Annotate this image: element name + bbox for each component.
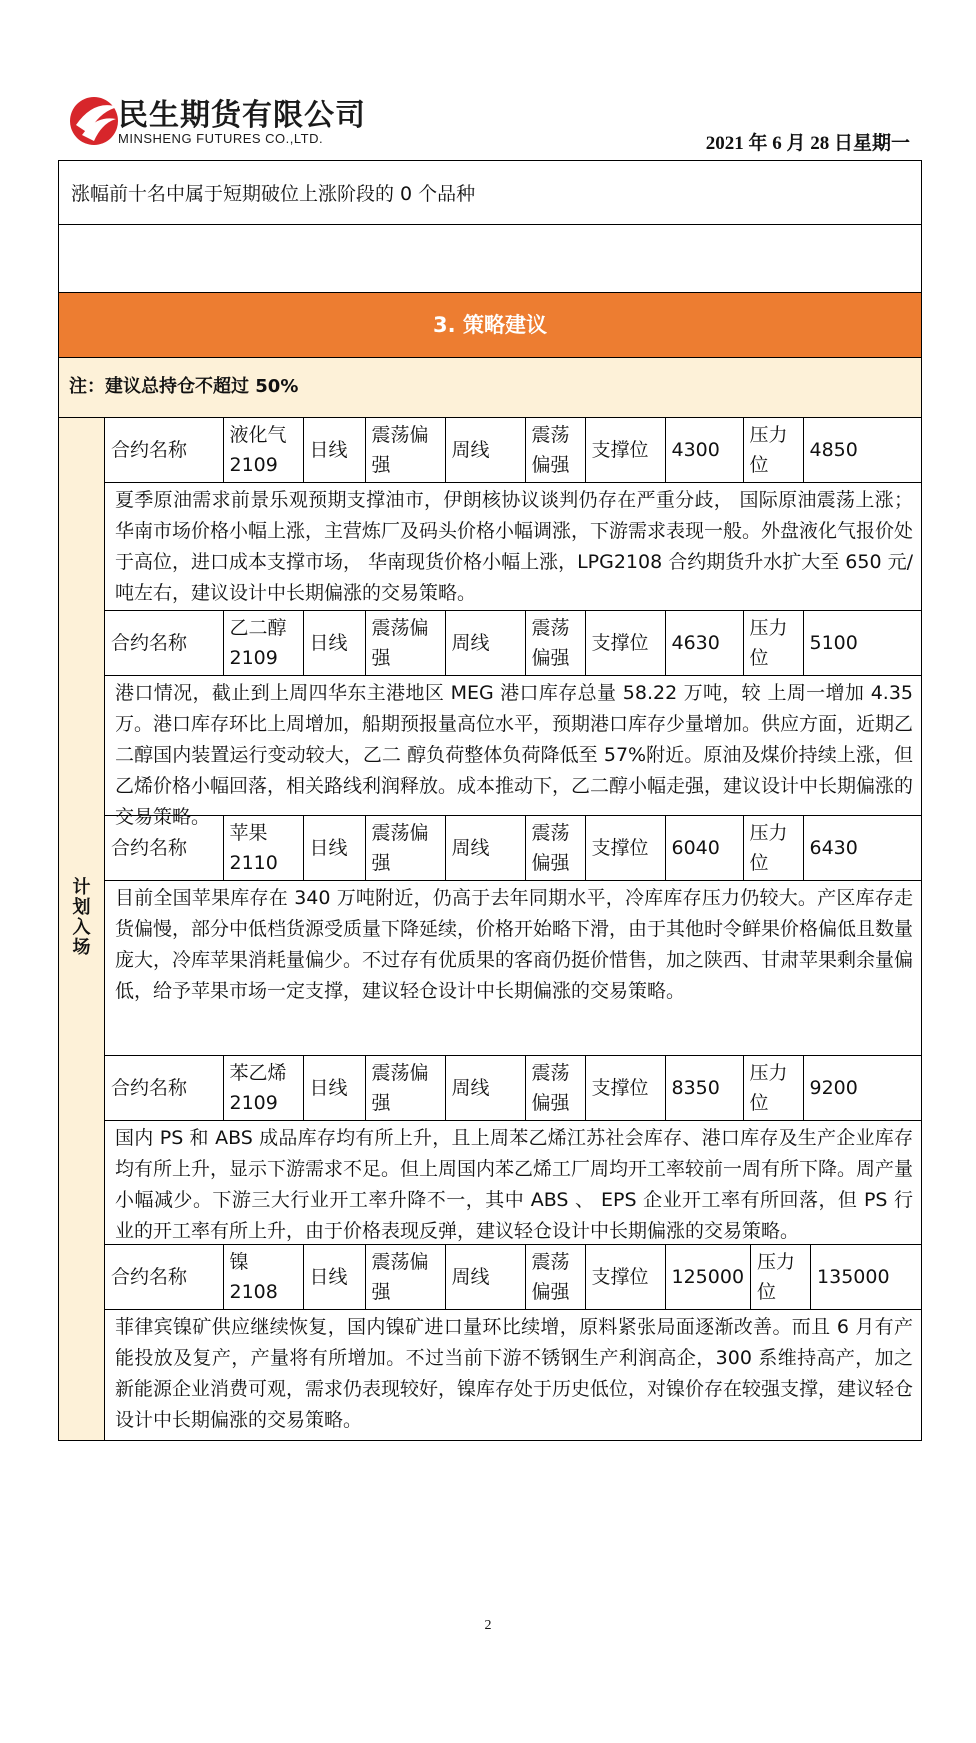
plan-side-label	[59, 418, 105, 1440]
daily-trend: 震荡偏强	[365, 816, 445, 881]
contract-name: 苹果 2110	[223, 816, 303, 881]
contract-params-row	[105, 611, 921, 676]
resistance-label: 压力位	[743, 418, 803, 483]
weekly-label: 周线	[445, 1245, 525, 1310]
weekly-label: 周线	[445, 611, 525, 676]
weekly-trend: 震荡偏强	[525, 1056, 585, 1121]
contract-params-row	[105, 418, 921, 483]
resistance-label: 压力位	[743, 816, 803, 881]
contract-label: 合约名称	[105, 816, 223, 881]
resistance-value: 5100	[803, 611, 921, 676]
contract-name: 苯乙烯 2109	[223, 1056, 303, 1121]
weekly-trend: 震荡偏强	[525, 418, 585, 483]
resistance-label: 压力位	[751, 1245, 811, 1310]
report-table	[58, 160, 922, 1441]
contract-analysis: 港口情况，截止到上周四华东主港地区 MEG 港口库存总量 58.22 万吨，较 上周一增加 4.35 万。港口库存环比上周增加，船期预报量高位水平，预期港口库存少量增加。供应方面，近期乙二醇国内装置运行变动较大，乙二 醇负荷整体负荷降低至 57%附近。原油及煤价持续上涨，但乙烯价格小幅回落，相关路线利润释放。成本推动下，乙二醇小幅走强，建议设计中长期偏涨的交易策略。	[105, 676, 921, 816]
contract-analysis: 目前全国苹果库存在 340 万吨附近，仍高于去年同期水平，冷库库存压力仍较大。产区库存走货偏慢，部分中低档货源受质量下降延续，价格开始略下滑，由于其他时令鲜果价格偏低且数量庞大，冷库苹果消耗量偏少。不过存有优质果的客商仍挺价惜售，加之陕西、甘肃苹果剩余量偏低，给予苹果市场一定支撑，建议轻仓设计中长期偏涨的交易策略。	[105, 881, 921, 1056]
daily-trend: 震荡偏强	[365, 418, 445, 483]
daily-trend: 震荡偏强	[365, 611, 445, 676]
support-label: 支撑位	[585, 816, 665, 881]
side-label-text: 计 划 入 场	[72, 877, 91, 958]
contract-label: 合约名称	[105, 418, 223, 483]
page-number: 2	[484, 1618, 492, 1633]
contract-analysis: 国内 PS 和 ABS 成品库存均有所上升，且上周苯乙烯江苏社会库存、港口库存及生产企业库存均有所上升，显示下游需求不足。但上周国内苯乙烯工厂周均开工率较前一周有所下降。周产量小幅减少。下游三大行业开工率升降不一，其中 ABS 、 EPS 企业开工率有所回落，但 PS 行业的开工率有所上升，由于价格表现反弹，建议轻仓设计中长期偏涨的交易策略。	[105, 1121, 921, 1245]
weekly-trend: 震荡偏强	[525, 611, 585, 676]
contract-label: 合约名称	[105, 1056, 223, 1121]
daily-trend: 震荡偏强	[365, 1245, 445, 1310]
weekly-label: 周线	[445, 816, 525, 881]
daily-trend: 震荡偏强	[365, 1056, 445, 1121]
contract-label: 合约名称	[105, 1245, 223, 1310]
plan-items	[105, 418, 921, 1440]
support-value: 6040	[665, 816, 743, 881]
report-date: 2021 年 6 月 28 日星期一	[705, 133, 910, 154]
contract-params-row	[105, 1245, 921, 1310]
weekly-label: 周线	[445, 418, 525, 483]
resistance-value: 135000	[811, 1245, 921, 1310]
contract-name: 镍 2108	[223, 1245, 303, 1310]
top-summary-row: 涨幅前十名中属于短期破位上涨阶段的 0 个品种	[59, 161, 921, 225]
weekly-trend: 震荡偏强	[525, 1245, 585, 1310]
position-note: 注：建议总持仓不超过 50%	[59, 358, 921, 418]
plan-section	[59, 418, 921, 1440]
contract-label: 合约名称	[105, 611, 223, 676]
company-name-cn: 民生期货有限公司	[118, 98, 366, 133]
support-label: 支撑位	[585, 418, 665, 483]
support-value: 4630	[665, 611, 743, 676]
weekly-trend: 震荡偏强	[525, 816, 585, 881]
support-label: 支撑位	[585, 1056, 665, 1121]
support-value: 4300	[665, 418, 743, 483]
daily-label: 日线	[303, 816, 365, 881]
daily-label: 日线	[303, 1245, 365, 1310]
daily-label: 日线	[303, 1056, 365, 1121]
contract-params-row	[105, 1056, 921, 1121]
contract-analysis: 夏季原油需求前景乐观预期支撑油市，伊朗核协议谈判仍存在严重分歧， 国际原油震荡上涨；华南市场价格小幅上涨，主营炼厂及码头价格小幅调涨，下游需求表现一般。外盘液化气报价处于高位，进口成本支撑市场， 华南现货价格小幅上涨，LPG2108 合约期货升水扩大至 650 元/吨左右，建议设计中长期偏涨的交易策略。	[105, 483, 921, 611]
contract-analysis: 菲律宾镍矿供应继续恢复，国内镍矿进口量环比续增，原料紧张局面逐渐改善。而且 6 月有产能投放及复产，产量将有所增加。不过当前下游不锈钢生产利润高企，300 系维持高产，加之新能源企业消费可观，需求仍表现较好，镍库存处于历史低位，对镍价存在较强支撑，建议轻仓设计中长期偏涨的交易策略。	[115, 1316, 914, 1431]
company-name-en: MINSHENG FUTURES CO.,LTD.	[118, 131, 324, 146]
contract-name: 液化气 2109	[223, 418, 303, 483]
support-value: 125000	[665, 1245, 751, 1310]
contract-params-row	[105, 816, 921, 881]
support-label: 支撑位	[585, 1245, 665, 1310]
daily-label: 日线	[303, 611, 365, 676]
support-value: 8350	[665, 1056, 743, 1121]
daily-label: 日线	[303, 418, 365, 483]
resistance-value: 4850	[803, 418, 921, 483]
contract-name: 乙二醇 2109	[223, 611, 303, 676]
blank-row	[59, 225, 921, 293]
minsheng-logo-icon	[66, 89, 126, 151]
section-title: 3. 策略建议	[59, 293, 921, 358]
resistance-value: 9200	[803, 1056, 921, 1121]
resistance-label: 压力位	[743, 1056, 803, 1121]
resistance-value: 6430	[803, 816, 921, 881]
support-label: 支撑位	[585, 611, 665, 676]
weekly-label: 周线	[445, 1056, 525, 1121]
resistance-label: 压力位	[743, 611, 803, 676]
